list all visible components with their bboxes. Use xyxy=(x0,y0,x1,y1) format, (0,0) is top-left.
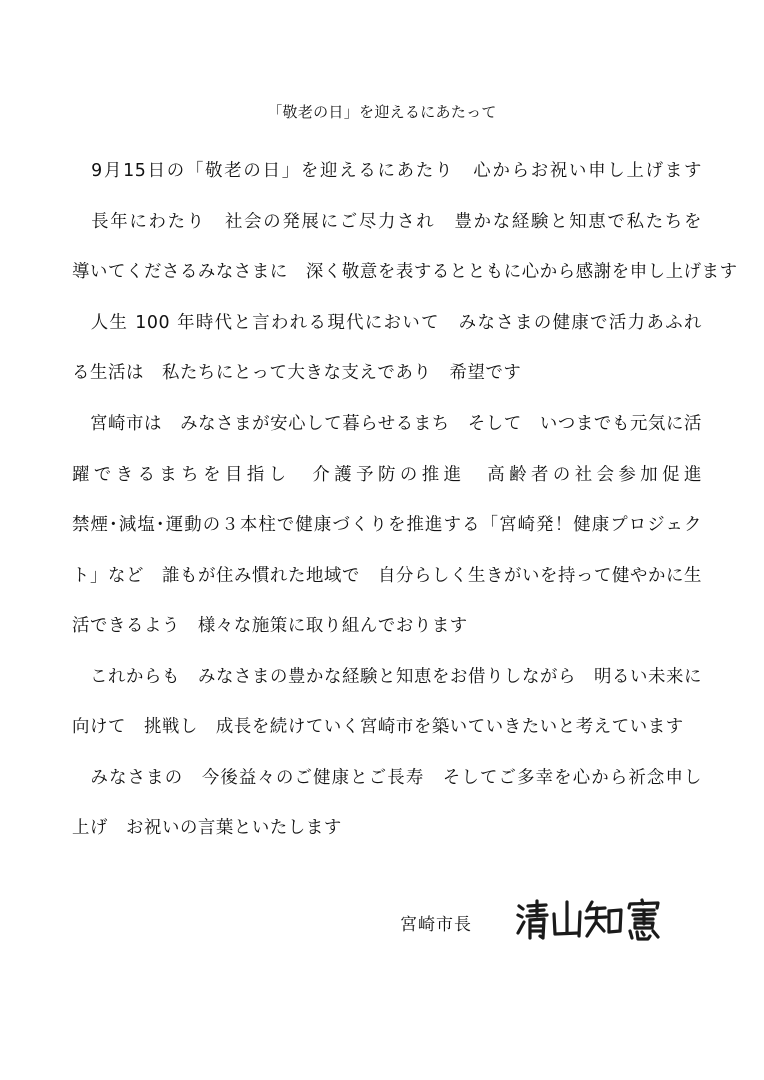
body-line: 宮崎市は みなさまが安心して暮らせるまち そして いつまでも元気に活 xyxy=(72,414,702,434)
body-line: 活できるよう 様々な施策に取り組んでおります xyxy=(72,616,468,636)
body-line: ト」など 誰もが住み慣れた地域で 自分らしく生きがいを持って健やかに生 xyxy=(72,566,702,586)
body-line: 導いてくださるみなさまに 深く敬意を表するとともに心から感謝を申し上げます xyxy=(72,262,738,282)
document-title: 「敬老の日」を迎えるにあたって xyxy=(267,103,497,121)
body-line: る生活は 私たちにとって大きな支えであり 希望です xyxy=(72,363,522,383)
body-line: 上げ お祝いの言葉といたします xyxy=(72,818,342,838)
body-line: 禁煙･減塩･運動の３本柱で健康づくりを推進する「宮崎発！健康プロジェク xyxy=(72,515,702,535)
body-line: これからも みなさまの豊かな経験と知恵をお借りしながら 明るい未来に xyxy=(72,667,702,687)
body-line: 人生 100 年時代と言われる現代において みなさまの健康で活力あふれ xyxy=(72,313,702,333)
signature-block xyxy=(400,898,700,948)
signature-title: 宮崎市長 xyxy=(400,915,472,935)
body-line: 向けて 挑戦し 成長を続けていく宮崎市を築いていきたいと考えています xyxy=(72,717,684,737)
handwritten-signature xyxy=(516,898,666,944)
body-line: 9月15日の「敬老の日」を迎えるにあたり 心からお祝い申し上げます xyxy=(72,161,702,181)
body-line: 躍できるまちを目指し 介護予防の推進 高齢者の社会参加促進 xyxy=(72,465,702,485)
body-line: みなさまの 今後益々のご健康とご長寿 そしてご多幸を心から祈念申し xyxy=(72,768,702,788)
body-line: 長年にわたり 社会の発展にご尽力され 豊かな経験と知恵で私たちを xyxy=(72,212,702,232)
